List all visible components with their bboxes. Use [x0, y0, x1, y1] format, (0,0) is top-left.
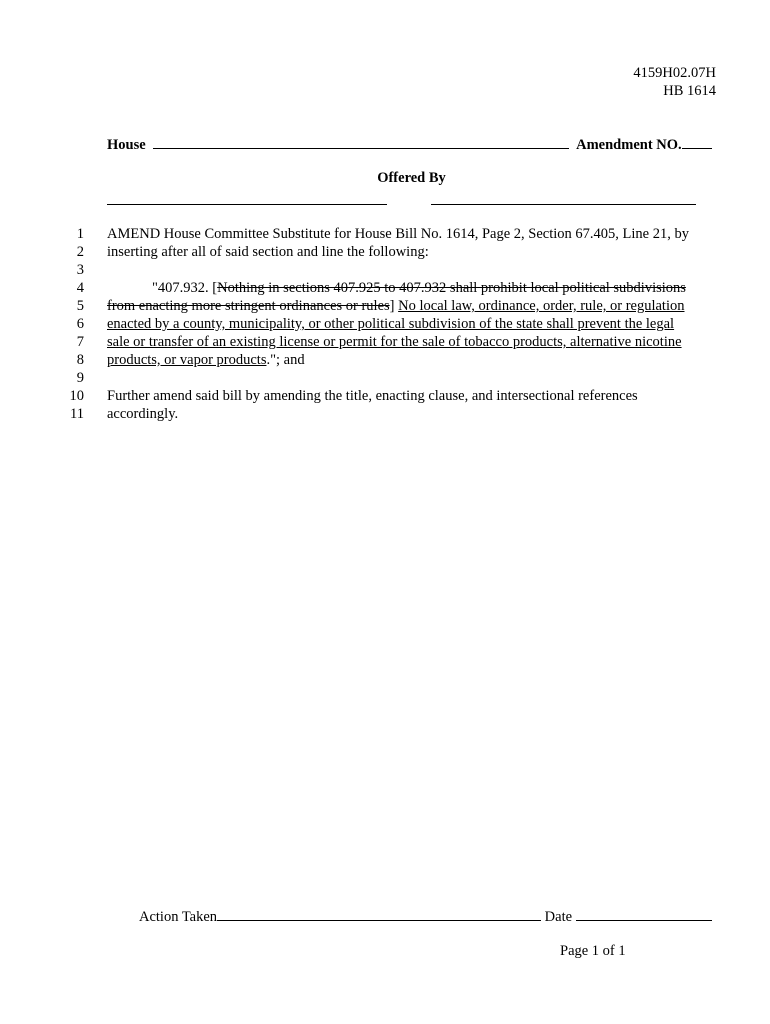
amendment-text-line-10: Further amend said bill by amending the title, enacting clause, and intersectional references	[107, 388, 638, 404]
amendment-number-blank	[682, 134, 712, 149]
section-number-prefix: "407.932. [	[152, 280, 218, 296]
inserted-text: sale or transfer of an existing license or permit for the sale of tobacco products, alternative nicotine	[107, 334, 682, 350]
action-taken-blank-line	[217, 906, 541, 921]
line-number: 5	[76, 298, 84, 314]
line-number: 9	[76, 370, 84, 386]
amendment-number-label: Amendment NO.	[576, 137, 682, 153]
line-number: 8	[76, 352, 84, 368]
inserted-text: products, or vapor products	[107, 352, 267, 368]
offered-by-label: Offered By	[377, 170, 446, 186]
house-blank-line	[153, 134, 569, 149]
line-number: 6	[76, 316, 84, 332]
date-label: Date	[544, 909, 573, 925]
line-number: 4	[76, 280, 84, 296]
line-number: 2	[76, 244, 84, 260]
date-blank-line	[576, 906, 712, 921]
page-number: Page 1 of 1	[560, 943, 626, 959]
struck-text: Nothing in sections 407.925 to 407.932 shall prohibit local political subdivisions	[217, 280, 686, 296]
amendment-text-line-2: inserting after all of said section and line the following:	[107, 244, 429, 260]
action-taken-row	[139, 906, 712, 926]
house-amendment-row	[107, 134, 712, 154]
line-number: 10	[69, 388, 84, 404]
line-number: 11	[70, 406, 84, 422]
offered-by-signature-line-right	[431, 204, 696, 205]
amendment-text-line-6	[107, 315, 674, 333]
amendment-text-line-5	[107, 297, 685, 315]
bill-number: HB 1614	[663, 83, 716, 99]
amendment-text-line-11: accordingly.	[107, 406, 179, 422]
line-suffix: ."; and	[266, 352, 305, 368]
house-label: House	[107, 137, 146, 153]
struck-text: from enacting more stringent ordinances or rules	[107, 298, 390, 314]
amendment-text-line-1: AMEND House Committee Substitute for House Bill No. 1614, Page 2, Section 67.405, Line 21, by	[107, 226, 689, 242]
inserted-text: enacted by a county, municipality, or other political subdivision of the state shall prevent the legal	[107, 316, 675, 332]
closing-bracket: ]	[389, 298, 399, 314]
line-number: 7	[76, 334, 84, 350]
inserted-text: No local law, ordinance, order, rule, or regulation	[398, 298, 685, 314]
offered-by-signature-line-left	[107, 204, 387, 205]
document-code: 4159H02.07H	[633, 65, 716, 81]
line-number: 3	[76, 262, 84, 278]
amendment-text-line-8	[107, 351, 305, 369]
line-number: 1	[76, 226, 84, 242]
document-code-block	[560, 64, 716, 100]
amendment-text-line-4	[152, 279, 686, 297]
action-taken-label: Action Taken	[139, 909, 218, 925]
amendment-text-line-7	[107, 333, 682, 351]
